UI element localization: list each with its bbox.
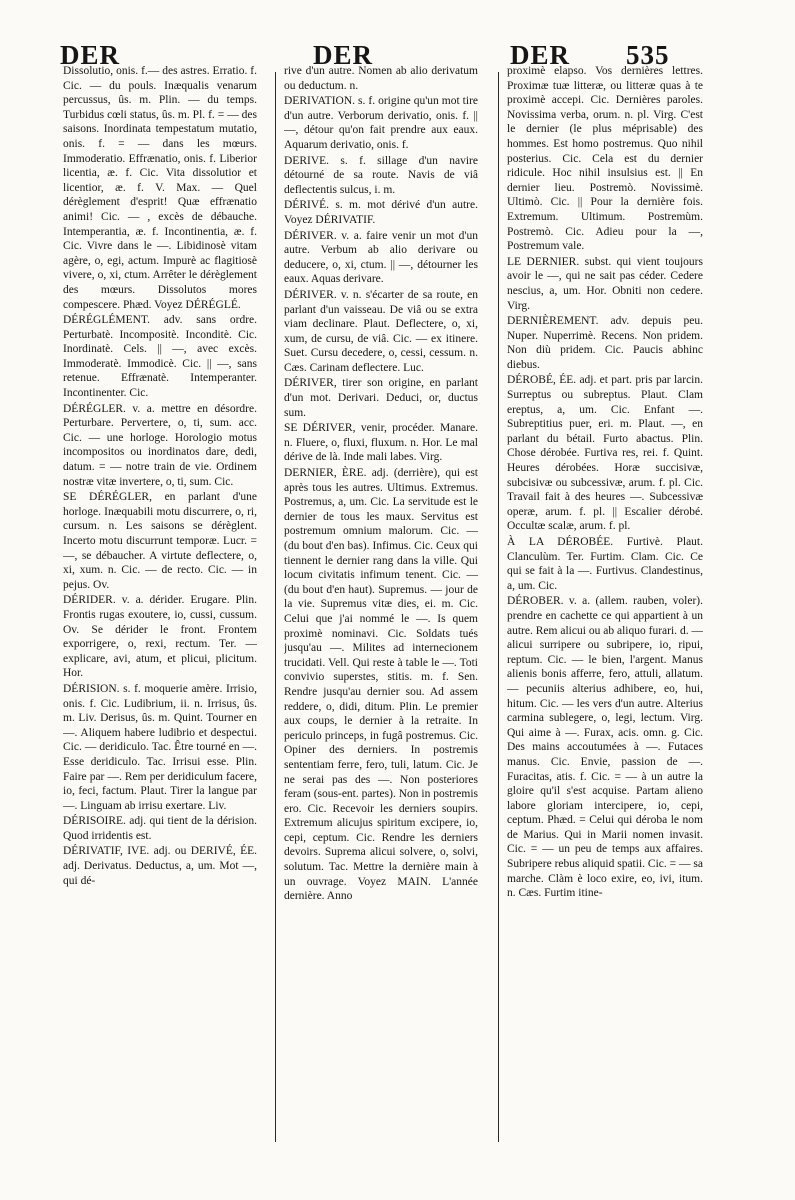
entry-dissolutio: Dissolutio, onis. f.— des astres. Erratio. f. Cic. — du pouls. Inæqualis venarum percussus, ûs. m. Plin. — du temps. Turbidus cœli status, ûs. m. Pl. f. = — des saisons. Inordinata tempestatum mutatio, onis. f. = — dans les mœurs. Immoderatio. Effrænatio, onis. f. Liberior licentia, æ. f. Cic. Vita dissolutior et licentior, æ. f. V. Max. — Quel dérèglement d'esprit! Quæ effrænatio animi! Cic. — , excès de débauche. Intemperantia, æ. f. Incontinentia, æ. f. Cic. Vivre dans le —. Libidinosè vitam agère, o, egi, actum. Impurè ac flagitiosè vivere, o, xi, ctum. Arrêter le dérèglement des mœurs. Dissolutos mores compescere. Phæd. Voyez DÉRÉGLÉ.: [63, 65, 257, 311]
entry-derivation: DERIVATION. s. f. origine qu'un mot tire d'un autre. Verborum derivatio, onis. f. || —, détour qu'on fait prendre aux eaux. Aquarum derivatio, onis. f.: [284, 95, 478, 151]
header-left-guideword: DER: [60, 40, 121, 70]
entry-dernierement: DERNIÈREMENT. adv. depuis peu. Nuper. Nuperrimè. Recens. Non pridem. Non diù pridem. Cic. Paucis abhinc diebus.: [507, 315, 703, 371]
header-center-guideword: DER: [313, 40, 374, 70]
entry-continued: rive d'un autre. Nomen ab alio derivatum ou deductum. n.: [284, 65, 478, 92]
column-divider-right: [498, 72, 499, 1142]
column-divider-left: [275, 72, 276, 1142]
entry-derisoire: DÉRISOIRE. adj. qui tient de la dérision. Quod irridentis est.: [63, 815, 257, 842]
entry-derivatif: DÉRIVATIF, IVE. adj. ou DERIVÉ, ÉE. adj. Derivatus. Deductus, a, um. Mot —, qui dé-: [63, 845, 257, 887]
entry-deriver-origine: DÉRIVER, tirer son origine, en parlant d'un mot. Derivari. Deduci, or, ductus sum.: [284, 377, 478, 419]
entry-derobe: DÉROBÉ, ÉE. adj. et part. pris par larcin. Surreptus ou subreptus. Plaut. Clam ereptus, a, um. Cic. Enfant —. Subreptitius puer, eri. m. Plaut. —, en parlant du bétail. Furto abactus. Plin. Chose dérobée. Furtiva res, rei. f. Quint. Heures dérobées. Horæ succisivæ, subcisivæ ou subcessivæ, arum. f. pl. Cic. Travail fait à des heures —. Subcessivæ operæ, arum. f. pl. || Escalier dérobé. Occultæ scalæ, arum. f. pl.: [507, 374, 703, 533]
entry-dernier-continued: proximè elapso. Vos dernières lettres. Proximæ tuæ litteræ, ou litteræ quas à te proximè accepi. Cic. Dernières paroles. Novissima verba, orum. n. pl. Virg. C'est le dernier (le plus méprisable) des hommes. Est homo postremus. Quo nihil posterius. Cic. Cela est du dernier ridicule. Hoc nihil insulsius est. || En dernier lieu. Postremò. Novissimè. Ultimò. Cic. || Pour la dernière fois. Extremum. Ultimum. Postremùm. Postremò. Cic. Adieu pour la —, Postremum vale.: [507, 65, 703, 253]
column-1: [63, 64, 257, 1144]
page-number: 535: [626, 40, 670, 70]
entry-se-deriver: SE DÉRIVER, venir, procéder. Manare. n. Fluere, o, fluxi, fluxum. n. Hor. Le mal dérive de là. Inde mali labes. Virg.: [284, 422, 478, 464]
entry-dernier: DERNIER, ÈRE. adj. (derrière), qui est après tous les autres. Ultimus. Extremus. Postremus, a, um. Cic. La servitude est le dernier de tous les maux. Servitus est postremum omnium malorum. Cic. — (du bout d'en bas). Infimus. Cic. Ceux qui tiennent le dernier rang dans la ville. Qui locum civitatis infimum tenent. Cic. — (du bout d'en haut). Supremus. — jour de la vie. Supremus vitæ dies, ei. m. Cic. Celui que j'ai nommé le —. Is quem proximè nominavi. Cic. Soldats tués jusqu'au —. Milites ad internecionem trucidati. Vell. Qui reste à table le —. Toti convivio superstes, stitis. m. f. Sen. Rendre jusqu'au dernier sou. Ad assem reddere, o, didi, ditum. Plin. Le premier aux coups, le dernier à la retraite. In periculo princeps, in fugâ postremus. Cic. Opiner des derniers. In postremis sententiam ferre, fero, tuli, latum. Cic. Je ne serai pas des —. Non posteriores feram (sous-ent. partes). Non in postremis ero. Cic. Recevoir les derniers soupirs. Extremum alicujus spiritum excipere, io, cepi, ceptum. Cic. Rendre les derniers devoirs. Suprema alicui solvere, o, solvi, solutum. Tac. Mettre la dernière main à un ouvrage. Voyez MAIN. L'année dernière. Anno: [284, 467, 478, 903]
entry-deriver-vn: DÉRIVER. v. n. s'écarter de sa route, en parlant d'un vaisseau. De viâ ou se extra viam declinare. Plaut. Deflectere, o, xi, xum, de cursu, de viâ. Cic. — ex itinere. Suet. Cursu decedere, o, cessi, cessum. n. Cæs. Carinam deflectere. Luc.: [284, 288, 478, 374]
entry-le-dernier: LE DERNIER. subst. qui vient toujours avoir le —, qui ne sait pas céder. Cedere nescius, a, um. Hor. Obniti non cedere. Virg.: [507, 255, 703, 312]
column-2: [284, 64, 478, 1144]
entry-derision: DÉRISION. s. f. moquerie amère. Irrisio, onis. f. Cic. Ludibrium, ii. n. Irrisus, ûs. m. Liv. Derisus, ûs. m. Quint. Tourner en —. Aliquem habere ludibrio et despectui. Cic. — deridiculo. Tac. Être tourné en —. Esse deridiculo. Tac. Irrisui esse. Plin. Faire par —. Rem per deridiculum facere, io, feci, factum. Plaut. Tirer la langue par —. Linguam ab irrisu exertare. Liv.: [63, 682, 257, 812]
header-right-guideword: DER: [510, 40, 571, 70]
entry-dereglement-adv: DÉRÉGLÉMENT. adv. sans ordre. Perturbatè. Incompositè. Inconditè. Cic. Inordinatè. Cels. || —, avec excès. Immoderatè. Immodicè. Cic. || —, sans retenue. Effrænatè. Intemperanter. Incontinenter. Cic.: [63, 314, 257, 400]
entry-derober: DÉROBER. v. a. (allem. rauben, voler). prendre en cachette ce qui appartient à un autre. Rem alicui ou ab aliquo furari. d. — alicui surripere ou subripere, io, ripui, reptum. Cic. — le bien, l'argent. Manus alienis bonis afferre, fero, attuli, allatum. — pecuniis alterius adhibere, eo, hui, hitum. Cic. — les vers d'un autre. Alterius carmina sublegere, o, legi, lectum. Virg. Qui aime à —. Furax, acis. omn. g. Cic. Des mains accoutumées à —. Futaces manus. Cic. Envie, passion de —. Furacitas, atis. f. Cic. = — à un autre la gloire qu'il s'est acquise. Partam alieno labore gloriam intercipere, io, cepi, ceptum. Phæd. = Celui qui déroba le nom de Marius. Qui in Marii nomen invasit. Cic. = — un peu de temps aux affaires. Subripere rebus aliquid spatii. Cic. = — sa marche. Clàm è loco exire, eo, ivi, itum. n. Cæs. Furtim itine-: [507, 595, 703, 900]
entry-derive-f: DERIVE. s. f. sillage d'un navire détourné de sa route. Navis de viâ deflectentis sulcus, i. m.: [284, 154, 478, 196]
entry-a-la-derobee: À LA DÉROBÉE. Furtivè. Plaut. Clanculùm. Ter. Furtim. Clam. Cic. Ce qui se fait à la —. Furtivus. Clandestinus, a, um. Cic.: [507, 536, 703, 592]
entry-se-deregler: SE DÉRÉGLER, en parlant d'une horloge. Inæquabili motu discurrere, o, ri, cursum. n. Les saisons se dérèglent. Incerto motu discurrunt temporæ. Lucr. = —, se débaucher. A virtute deflectere, o, xi, xum. n. Cic. — de recto. Cic. — in pejus. Ov.: [63, 491, 257, 591]
entry-deriver-va: DÉRIVER. v. a. faire venir un mot d'un autre. Verbum ab alio derivare ou deducere, o, xi, ctum. || —, détourner les eaux. Aquas derivare.: [284, 229, 478, 286]
column-3: [507, 64, 703, 1144]
entry-deregler: DÉRÉGLER. v. a. mettre en désordre. Perturbare. Pervertere, o, ti, sum. acc. Cic. — une horloge. Horologio motus incompositos ou inordinatos dare, dedi, datum. = — notre train de vie. Ordinem nostræ vitæ invertere, o, ti, sum. Cic.: [63, 402, 257, 488]
entry-derive-m: DÉRIVÉ. s. m. mot dérivé d'un autre. Voyez DÉRIVATIF.: [284, 199, 478, 226]
entry-derider: DÉRIDER. v. a. dérider. Erugare. Plin. Frontis rugas exoutere, io, cussi, cussum. Ov. Se dérider le front. Frontem exporrigere, o, rexi, rectum. Ter. — explicare, avi, atum, et plicui, plicitum. Hor.: [63, 594, 257, 680]
